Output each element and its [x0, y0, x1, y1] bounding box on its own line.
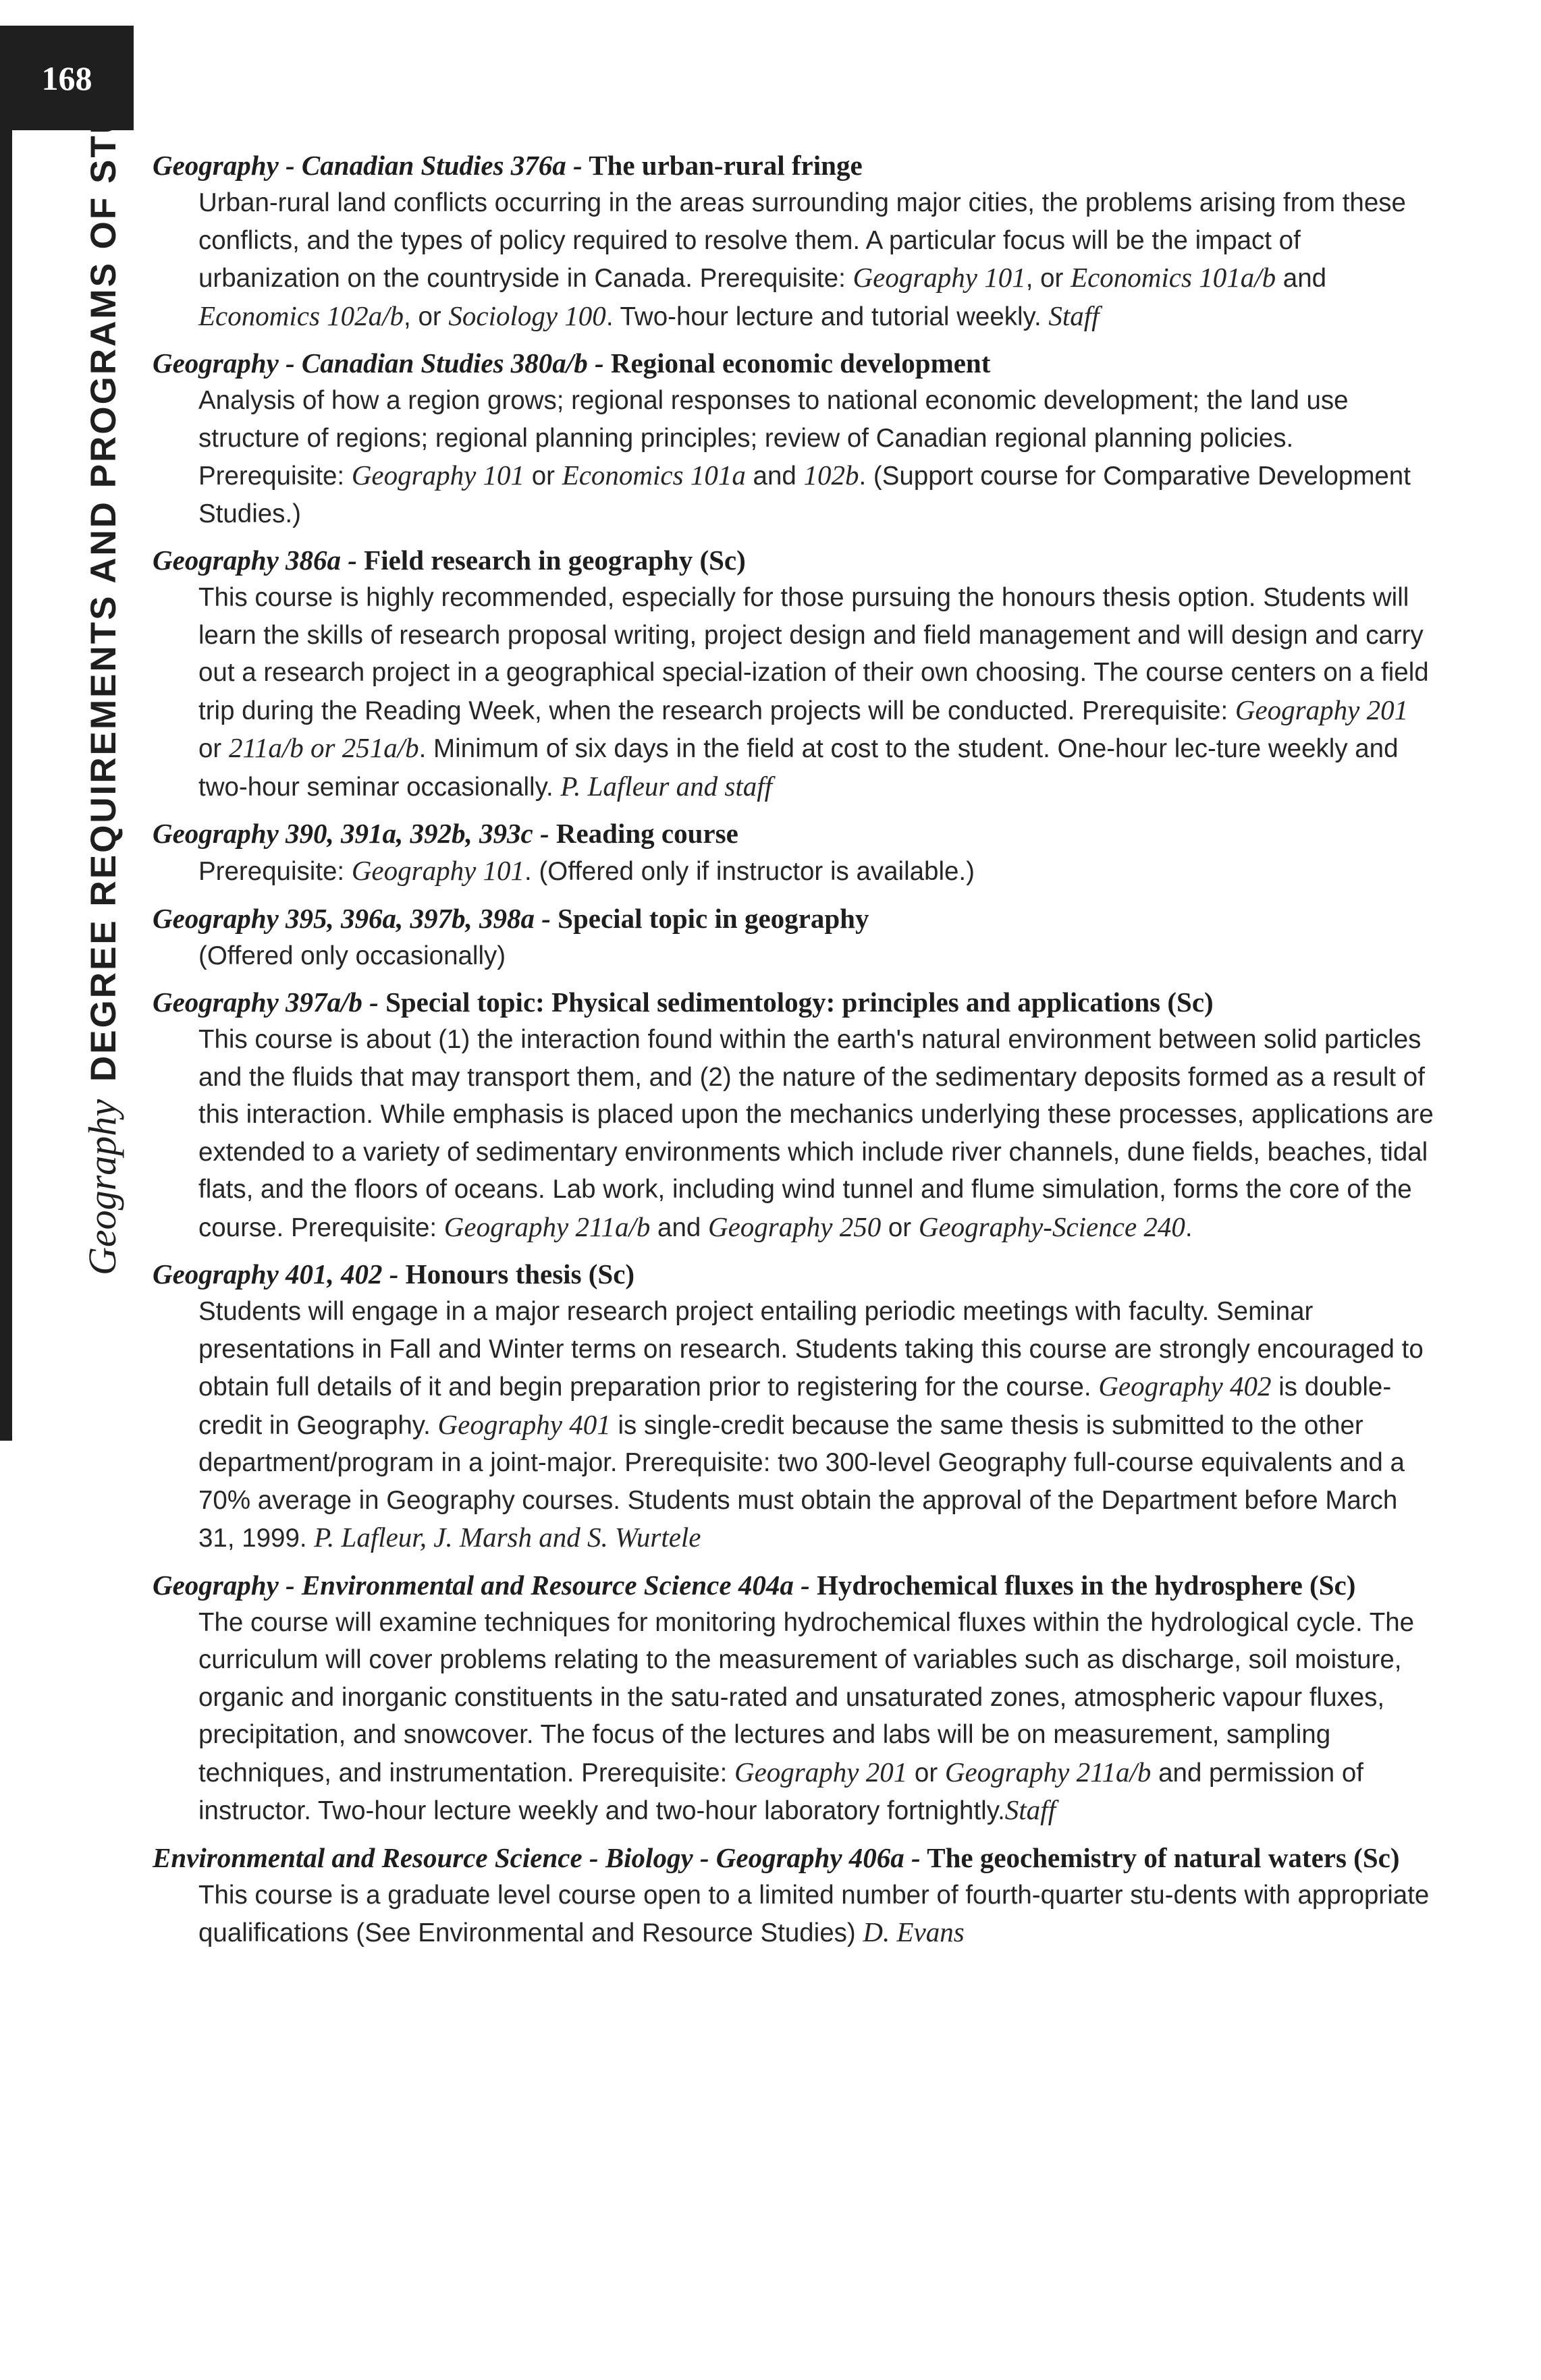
course-code: Environmental and Resource Science - Biology - Geography 406a - — [153, 1842, 921, 1873]
course-title — [153, 984, 1435, 1021]
description-italic-segment: Economics 102a/b — [198, 300, 404, 331]
course-entry — [153, 1839, 1435, 1952]
course-entry — [153, 984, 1435, 1246]
side-section-title — [80, 52, 125, 1275]
course-name: Field research in geography (Sc) — [356, 545, 746, 576]
description-segment: . (Offered only if instructor is available.) — [524, 857, 975, 886]
course-code: Geography - Environmental and Resource Science 404a - — [153, 1569, 810, 1601]
description-italic-segment: 102b — [803, 460, 859, 491]
description-italic-segment: Geography 201 — [734, 1756, 908, 1788]
description-italic-segment: Geography-Science 240 — [918, 1211, 1185, 1242]
course-name: Regional economic development — [603, 348, 991, 379]
page-number: 168 — [0, 26, 134, 130]
description-segment: . Two-hour lecture and tutorial weekly. — [605, 302, 1049, 331]
course-title — [153, 345, 1435, 382]
description-italic-segment: Geography 401 — [437, 1408, 611, 1440]
description-italic-segment: Geography 402 — [1098, 1371, 1272, 1402]
course-description — [153, 382, 1435, 532]
course-description — [153, 1293, 1435, 1557]
description-segment: Analysis of how a region grows; regional responses to national economic development; the land use structure of regions; regional planning principles; review of Canadian regional planning policies. Prerequisite: — [198, 386, 1349, 491]
course-code: Geography 395, 396a, 397b, 398a - — [153, 902, 551, 934]
side-bar — [0, 130, 12, 1441]
course-entry — [153, 815, 1435, 891]
description-italic-segment: Geography 101 — [351, 855, 525, 886]
description-segment: is single-credit because the same thesis is submitted to the other department/program in a joint-major. Prerequisite: two 300-level Geography full-course equivalents and a 70% average in Geography courses. Students must obtain the approval of the Department before March 31, 1999. — [198, 1410, 1405, 1553]
course-name: Honours thesis (Sc) — [398, 1258, 635, 1290]
description-segment: or — [198, 734, 229, 763]
course-title — [153, 542, 1435, 579]
description-italic-segment: Sociology 100 — [448, 300, 606, 331]
course-code: Geography 397a/b - — [153, 987, 379, 1018]
description-italic-segment: Staff — [1048, 300, 1100, 331]
course-description — [153, 579, 1435, 806]
course-name: The geochemistry of natural waters (Sc) — [920, 1842, 1400, 1873]
course-description — [153, 852, 1435, 891]
description-segment: , or — [404, 302, 449, 331]
description-segment: and — [1276, 264, 1327, 293]
course-entry — [153, 345, 1435, 532]
course-title — [153, 1256, 1435, 1293]
description-segment: . — [1185, 1213, 1193, 1242]
course-name: Special topic: Physical sedimentology: principles and applications (Sc) — [378, 987, 1214, 1018]
description-italic-segment: P. Lafleur, J. Marsh and S. Wurtele — [314, 1522, 701, 1553]
course-entry — [153, 542, 1435, 806]
description-italic-segment: Geography 211a/b — [443, 1211, 651, 1242]
description-italic-segment: D. Evans — [863, 1916, 965, 1947]
side-title-main: DEGREE REQUIREMENTS AND PROGRAMS OF STUDY — [84, 52, 124, 1082]
description-italic-segment: Economics 101a — [562, 460, 746, 491]
description-segment: This course is highly recommended, especially for those pursuing the honours thesis option. Students will learn the skills of research proposal writing, project design and field management and will design and carry out a research project in a geographical special-ization of their own choosing. The course centers on a field trip during the Reading Week, when the research projects will be conducted. Prerequisite: — [198, 583, 1429, 725]
description-segment: Prerequisite: — [198, 857, 352, 886]
course-code: Geography 386a - — [153, 545, 357, 576]
course-title — [153, 815, 1435, 852]
course-title — [153, 1839, 1435, 1877]
course-code: Geography - Canadian Studies 380a/b - — [153, 348, 604, 379]
description-italic-segment: Geography 211a/b — [944, 1756, 1152, 1788]
course-name: Reading course — [549, 818, 738, 849]
course-entry — [153, 1567, 1435, 1830]
course-list — [153, 147, 1435, 1962]
description-italic-segment: Geography 101 — [853, 262, 1026, 293]
description-segment: and — [745, 462, 804, 491]
description-italic-segment: P. Lafleur and staff — [560, 770, 773, 802]
side-title-geography: Geography — [80, 1099, 124, 1275]
description-segment: Students will engage in a major research project entailing periodic meetings with faculty. Seminar presentations in Fall and Winter terms on research. Students taking this course are strongly encouraged to obtain full details of it and begin preparation prior to registering for the course. — [198, 1297, 1424, 1402]
description-segment: Urban-rural land conflicts occurring in the areas surrounding major cities, the problems arising from these conflicts, and the types of policy required to resolve them. A particular focus will be the impact of urbanization on the countryside in Canada. Prerequisite: — [198, 188, 1406, 293]
course-name: Special topic in geography — [550, 902, 869, 934]
description-segment: (Offered only occasionally) — [198, 941, 506, 970]
course-entry — [153, 900, 1435, 975]
course-code: Geography 401, 402 - — [153, 1258, 399, 1290]
description-italic-segment: Geography 250 — [707, 1211, 882, 1242]
course-code: Geography - Canadian Studies 376a - — [153, 150, 583, 181]
description-italic-segment: Geography 201 — [1235, 694, 1409, 725]
description-segment: The course will examine techniques for monitoring hydrochemical fluxes within the hydrological cycle. The curriculum will cover problems relating to the measurement of variables such as discharge, soil moisture, organic and inorganic constituents in the satu-rated and unsaturated zones, atmospheric vapour fluxes, precipitation, and snowcover. The focus of the lectures and labs will be on measurement, sampling techniques, and instrumentation. Prerequisite: — [198, 1607, 1415, 1788]
course-name: Hydrochemical fluxes in the hydrosphere (Sc) — [809, 1569, 1356, 1601]
description-segment: . Minimum of six days in the field at cost to the student. One-hour lec-ture weekly and two-hour seminar occasionally. — [198, 734, 1399, 802]
description-segment: or — [524, 462, 562, 491]
description-italic-segment: Staff — [1004, 1794, 1056, 1825]
course-name: The urban-rural fringe — [582, 150, 863, 181]
description-segment: , or — [1025, 264, 1071, 293]
course-entry — [153, 147, 1435, 335]
course-description — [153, 184, 1435, 335]
description-segment: or — [881, 1213, 919, 1242]
course-code: Geography 390, 391a, 392b, 393c - — [153, 818, 549, 849]
course-description — [153, 1877, 1435, 1952]
description-segment: This course is a graduate level course open to a limited number of fourth-quarter stu-dents with appropriate qualifications (See Environmental and Resource Studies) — [198, 1880, 1430, 1947]
course-description — [153, 1021, 1435, 1246]
description-italic-segment: Geography 101 — [351, 460, 525, 491]
description-italic-segment: 211a/b or 251a/b — [228, 732, 419, 763]
course-title — [153, 900, 1435, 937]
description-segment: This course is about (1) the interaction found within the earth's natural environment between solid particles and the fluids that may transport them, and (2) the nature of the sedimentary deposits formed as a result of this interaction. While emphasis is placed upon the mechanics underlying these processes, applications are extended to a variety of sedimentary environments which include river channels, dune fields, beaches, tidal flats, and the floors of oceans. Lab work, including wind tunnel and flume simulation, forms the core of the course. Prerequisite: — [198, 1025, 1434, 1242]
description-segment: and permission of instructor. Two-hour lecture weekly and two-hour laboratory fortnightly. — [198, 1758, 1364, 1825]
course-entry — [153, 1256, 1435, 1557]
description-segment: and — [650, 1213, 708, 1242]
description-segment: is double-credit in Geography. — [198, 1373, 1392, 1440]
course-title — [153, 147, 1435, 184]
course-description — [153, 1604, 1435, 1830]
description-segment: or — [907, 1758, 945, 1788]
description-italic-segment: Economics 101a/b — [1071, 262, 1276, 293]
course-title — [153, 1567, 1435, 1604]
course-description — [153, 937, 1435, 975]
description-segment: . (Support course for Comparative Development Studies.) — [198, 462, 1411, 528]
